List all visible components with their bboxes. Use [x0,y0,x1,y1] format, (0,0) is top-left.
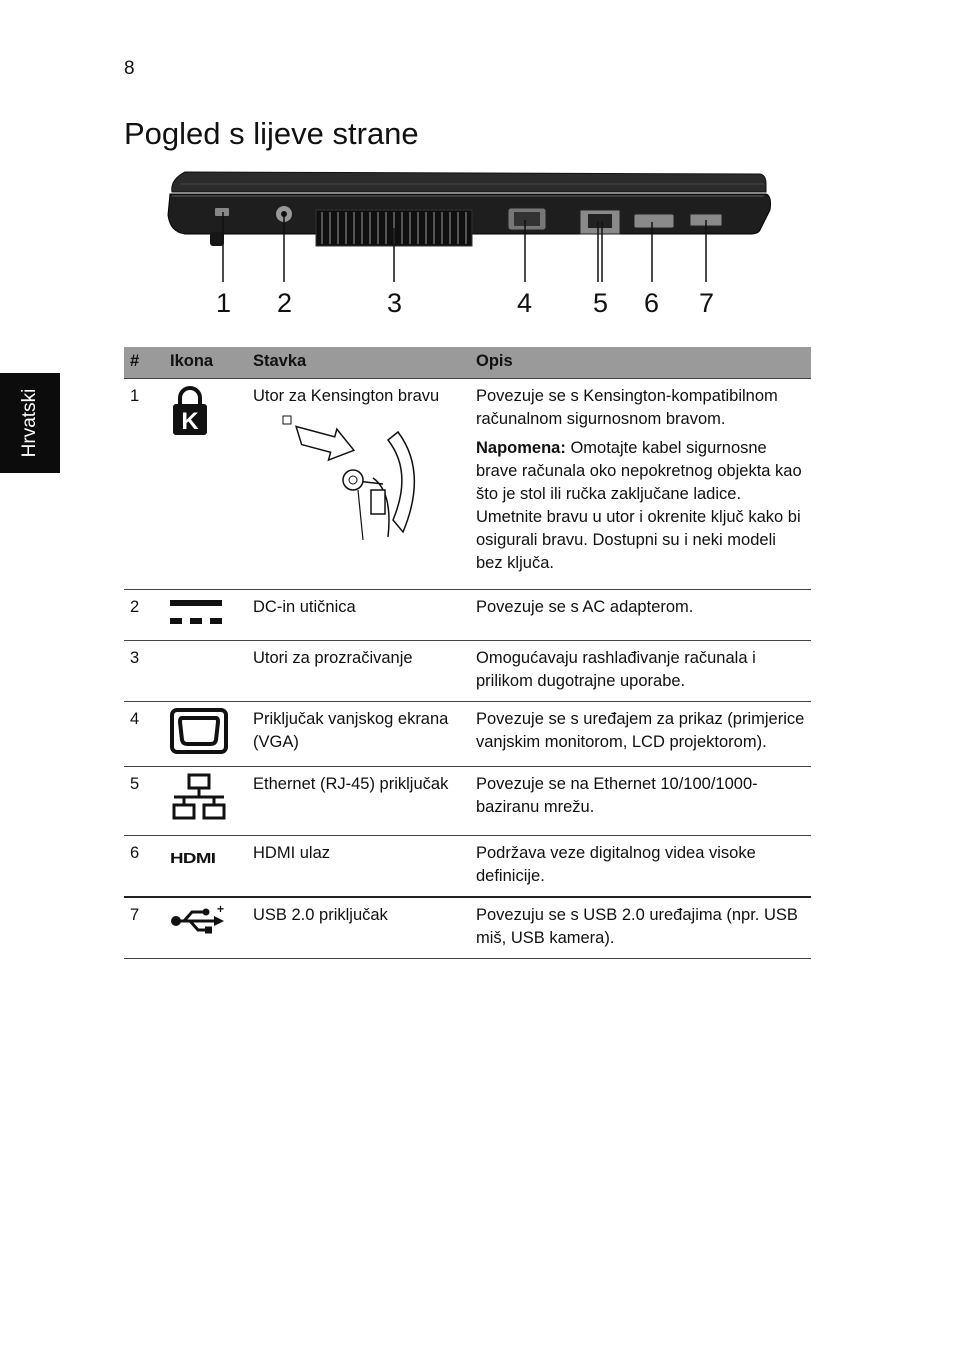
note-label: Napomena: [476,439,566,457]
row-icon-cell [164,897,247,959]
header-desc: Opis [470,347,811,379]
row-icon-cell [164,767,247,836]
callout-4: 4 [517,288,533,318]
row-num: 6 [124,836,164,898]
callout-2: 2 [277,288,293,318]
row-icon-cell [164,590,247,641]
row-desc: Podržava veze digitalnog videa visoke definicije. [470,836,811,898]
side-tab-label: Hrvatski [19,388,40,458]
callout-7: 7 [699,288,715,318]
row-desc: Povezuje se s uređajem za prikaz (primjerice vanjskim monitorom, LCD projektorom). [470,702,811,767]
header-item: Stavka [247,347,470,379]
row-item: Priključak vanjskog ekrana (VGA) [247,702,470,767]
row-num: 2 [124,590,164,641]
note-text: Omotajte kabel sigurnosne brave računala oko nepokretnog objekta kao što je stol ili ručka zaključane ladice. Umetnite bravu u utor i okrenite ključ kako bi osigurali bravu. Dostupni su i neki modeli bez ključa. [476,439,802,572]
row-icon-cell [164,641,247,702]
hdmi-icon [170,848,228,868]
row-num: 5 [124,767,164,836]
callout-1: 1 [216,288,232,318]
row-item: USB 2.0 priključak [247,897,470,959]
vga-icon [170,708,228,754]
row-item: HDMI ulaz [247,836,470,898]
callout-6: 6 [644,288,660,318]
row-note [476,437,805,575]
row-desc: Omogućavaju rashlađivanje računala i prilikom dugotrajne uporabe. [470,641,811,702]
callout-3: 3 [387,288,403,318]
header-num: # [124,347,164,379]
ports-table [124,347,811,959]
table-row [124,767,811,836]
table-row [124,702,811,767]
usb-icon [170,904,228,938]
table-row [124,590,811,641]
row-item: Utor za Kensington bravu [253,387,440,405]
row-item: Utori za prozračivanje [247,641,470,702]
row-icon-cell [164,836,247,898]
svg-text:+: + [217,904,225,916]
row-icon-cell [164,379,247,590]
header-icon: Ikona [164,347,247,379]
page-title: Pogled s lijeve strane [124,116,419,151]
row-num: 4 [124,702,164,767]
row-desc: Povezuje se na Ethernet 10/100/1000-baziranu mrežu. [470,767,811,836]
table-row [124,897,811,959]
kensington-lock-icon [170,385,210,437]
row-desc-cell [470,379,811,590]
row-item: DC-in utičnica [247,590,470,641]
language-side-tab [0,373,60,473]
svg-text:HDMI: HDMI [170,849,216,867]
row-num: 3 [124,641,164,702]
table-row [124,836,811,898]
page-number: 8 [124,58,135,79]
table-row [124,641,811,702]
row-num: 7 [124,897,164,959]
dc-in-icon [170,596,224,628]
row-desc: Povezuje se s Kensington-kompatibilnom računalnom sigurnosnom bravom. [476,387,778,428]
row-item-cell [247,379,470,590]
row-icon-cell [164,702,247,767]
laptop-left-side-illustration [160,170,780,320]
row-desc: Povezuju se s USB 2.0 uređajima (npr. USB miš, USB kamera). [470,897,811,959]
row-item: Ethernet (RJ-45) priključak [247,767,470,836]
row-desc: Povezuje se s AC adapterom. [470,590,811,641]
row-num: 1 [124,379,164,590]
table-row [124,379,811,590]
ethernet-icon [170,773,228,821]
table-header-row [124,347,811,379]
kensington-lock-illustration [253,412,423,542]
svg-text:K: K [181,408,199,435]
callout-5: 5 [593,288,609,318]
